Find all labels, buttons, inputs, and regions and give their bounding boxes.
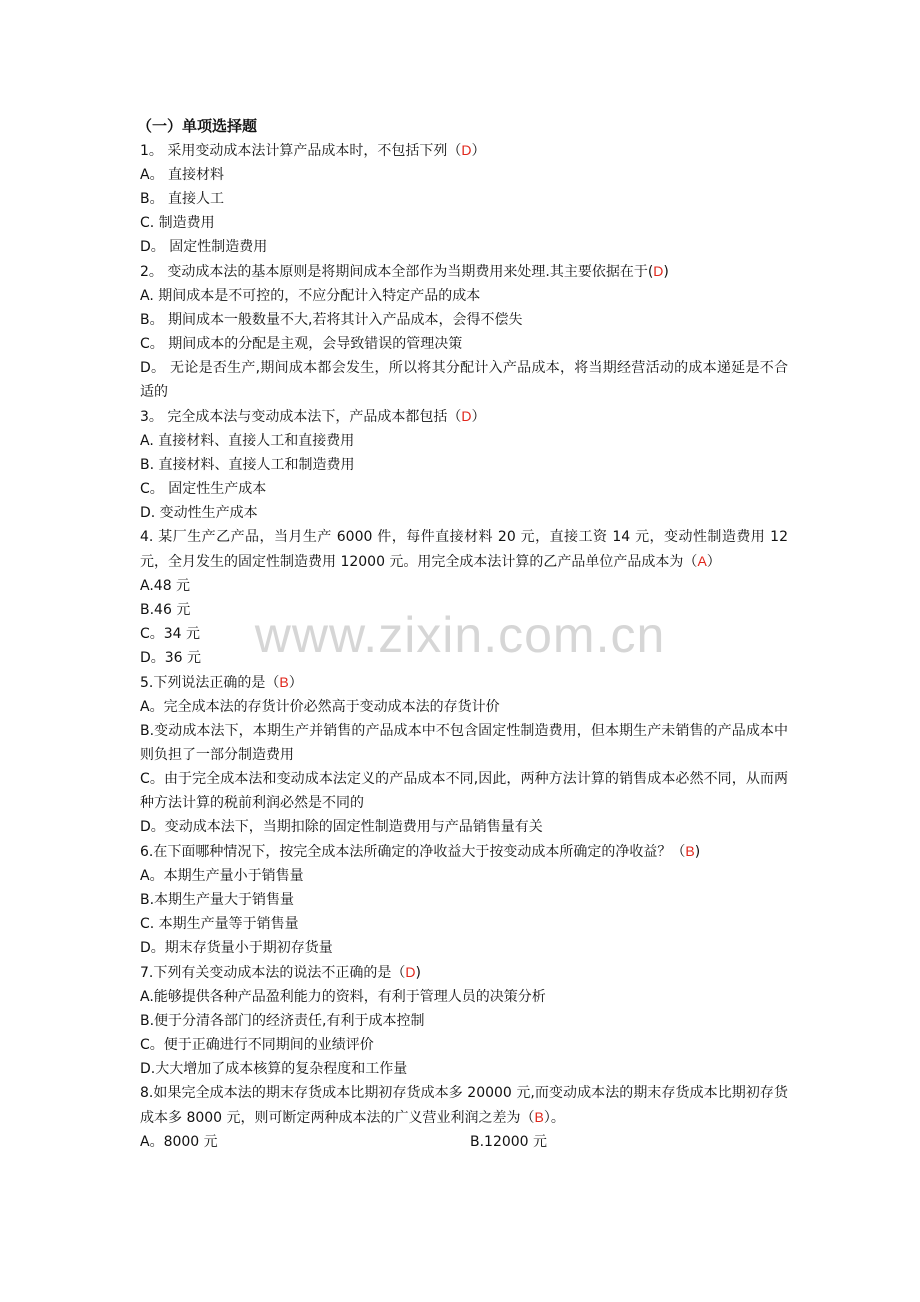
question-4-answer: A [697,553,707,569]
question-7-option-b: B.便于分清各部门的经济责任,有利于成本控制 [140,1013,425,1029]
question-1-option-b: B。 直接人工 [140,191,225,207]
question-4 [140,525,788,574]
question-6-option-a: A。本期生产量小于销售量 [140,868,304,884]
question-3-option-a: A. 直接材料、直接人工和直接费用 [140,433,355,449]
question-8-option-a: A。8000 元 [140,1134,218,1150]
question-7 [140,960,788,985]
question-2-option-d: D。 无论是否生产,期间成本都会发生，所以将其分配计入产品成本，将当期经营活动的成本递延是不合适的 [140,360,788,400]
watermark: www.zixin.com.cn [254,607,666,663]
question-6-close: ) [694,844,701,860]
question-5-option-a: A。完全成本法的存货计价必然高于变动成本法的存货计价 [140,699,500,715]
question-3-option-c: C。 固定性生产成本 [140,481,267,497]
question-5 [140,670,788,695]
question-5-option-b: B.变动成本法下，本期生产并销售的产品成本中不包含固定性制造费用，但本期生产未销售的产品成本中则负担了一部分制造费用 [140,723,788,763]
question-1-option-c: C. 制造费用 [140,215,215,231]
question-1-number: 1。 [140,143,163,159]
document-page [137,114,788,1154]
question-8-close: ）。 [543,1110,565,1126]
question-4-option-b: B.46 元 [140,602,191,618]
question-6-option-c: C. 本期生产量等于销售量 [140,916,299,932]
question-6-option-b: B.本期生产量大于销售量 [140,892,295,908]
question-6-option-d: D。期末存货量小于期初存货量 [140,940,333,956]
question-3-number: 3。 [140,409,163,425]
section-title: （一）单项选择题 [137,117,258,135]
question-7-answer: D [405,964,416,980]
question-2-text: 变动成本法的基本原则是将期间成本全部作为当期费用来处理.其主要依据在于( [162,264,654,280]
question-2-option-b: B。 期间成本一般数量不大,若将其计入产品成本，会得不偿失 [140,312,523,328]
question-7-close: ) [415,965,421,981]
question-5-option-d: D。变动成本法下，当期扣除的固定性制造费用与产品销售量有关 [140,819,543,835]
question-6-answer: B [685,843,695,859]
question-1-option-d: D。 固定性制造费用 [140,239,268,255]
question-5-option-c: C。由于完全成本法和变动成本法定义的产品成本不同,因此，两种方法计算的销售成本必然不同，从而两种方法计算的税前利润必然是不同的 [140,771,788,811]
question-3-text: 完全成本法与变动成本法下，产品成本都包括（ [162,409,462,425]
question-1-close: ） [471,143,486,159]
question-6-text: 6.在下面哪种情况下，按完全成本法所确定的净收益大于按变动成本所确定的净收益？（ [140,844,686,860]
question-4-option-a: A.48 元 [140,578,191,594]
question-4-close: ） [706,554,721,570]
question-5-text: 5.下列说法正确的是（ [140,675,280,691]
question-5-close: ） [288,675,303,691]
question-2-option-a: A. 期间成本是不可控的，不应分配计入特定产品的成本 [140,288,481,304]
question-7-option-d: D.大大增加了成本核算的复杂程度和工作量 [140,1061,408,1077]
question-8-option-b: B.12000 元 [470,1134,548,1150]
question-1 [140,138,788,163]
question-2-close: ) [663,264,669,280]
question-4-option-c: C。34 元 [140,626,201,642]
question-3 [140,404,788,429]
question-2-number: 2。 [140,264,163,280]
question-3-answer: D [461,408,472,424]
question-8-answer: B [534,1109,544,1125]
question-2-answer: D [653,263,664,279]
question-6 [140,839,788,864]
question-2-option-c: C。 期间成本的分配是主观，会导致错误的管理决策 [140,336,463,352]
question-8-text: 8.如果完全成本法的期末存货成本比期初存货成本多 20000 元,而变动成本法的期末存货成本比期初存货成本多 8000 元，则可断定两种成本法的广义营业利润之差为（ [140,1085,788,1126]
question-8 [140,1081,788,1130]
question-8-options [140,1130,788,1154]
question-5-answer: B [279,674,289,690]
question-7-text: 7.下列有关变动成本法的说法不正确的是（ [140,965,406,981]
question-2 [140,259,788,284]
question-1-answer: D [461,142,472,158]
question-3-option-b: B. 直接材料、直接人工和制造费用 [140,457,355,473]
question-4-option-d: D。36 元 [140,650,202,666]
question-7-option-c: C。便于正确进行不同期间的业绩评价 [140,1037,374,1053]
question-3-close: ） [471,409,486,425]
question-1-text: 采用变动成本法计算产品成本时，不包括下列（ [162,143,462,159]
question-4-text: 4. 某厂生产乙产品，当月生产 6000 件，每件直接材料 20 元，直接工资 14 元，变动性制造费用 12 元，全月发生的固定性制造费用 12000 元。用完全成本法计算的乙产品单位产品成本为（ [140,529,788,570]
question-7-option-a: A.能够提供各种产品盈利能力的资料，有利于管理人员的决策分析 [140,989,546,1005]
question-1-option-a: A。 直接材料 [140,167,225,183]
question-3-option-d: D. 变动性生产成本 [140,505,258,521]
